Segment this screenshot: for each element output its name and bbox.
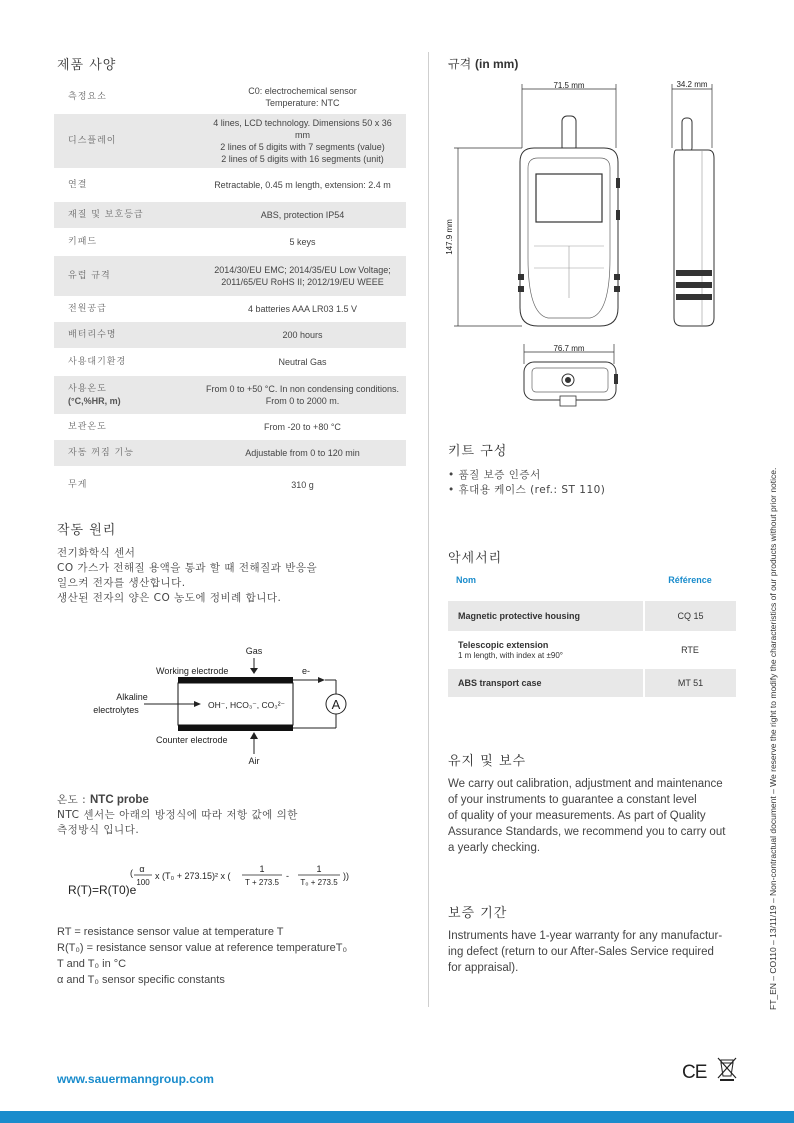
dimension-drawing (440, 78, 730, 418)
spec-value: 310 g (291, 480, 314, 490)
spec-label: 배터리수명 (54, 322, 199, 348)
accessory-ref: MT 51 (644, 669, 736, 697)
formula-100: 100 (136, 878, 150, 887)
spec-row (54, 168, 406, 202)
spec-row (54, 202, 406, 228)
principle-line: 전기화학식 센서 (57, 547, 136, 559)
dimensions-title-en: (in mm) (475, 57, 519, 71)
spec-value: Adjustable from 0 to 120 min (199, 440, 406, 466)
accessory-ref: CQ 15 (644, 601, 736, 631)
width-front-label: 71.5 mm (553, 81, 585, 90)
accessory-row (448, 669, 736, 697)
warranty-line: Instruments have 1-year warranty for any manufactur- (448, 930, 723, 942)
principle-text (57, 546, 397, 606)
spec-value: 200 hours (199, 322, 406, 348)
formula-one-b: 1 (316, 864, 322, 874)
accessory-name: Telescopic extension (458, 640, 549, 650)
footer-bar (0, 1111, 794, 1123)
website-link[interactable]: www.sauermanngroup.com (57, 1072, 214, 1086)
temperature-line: NTC 센서는 아래의 방정식에 따라 저항 값에 의한 (57, 809, 298, 821)
spec-value: 5 keys (289, 237, 316, 247)
kit-list (448, 468, 605, 498)
spec-label: 무게 (68, 480, 88, 490)
counter-electrode-label: Counter electrode (156, 735, 228, 745)
side-note: FT_EN – CO110 – 13/11/19 – Non-contractual document – We reserve the right to modify the characteristics of our products without prior notice. (768, 467, 778, 1010)
electrolytes-label: electrolytes (93, 705, 139, 715)
spec-row (54, 256, 406, 296)
accessory-row (448, 631, 736, 669)
warranty-text (448, 928, 738, 976)
spec-row (54, 228, 406, 256)
col-name-header: Nom (456, 575, 476, 585)
formula-legend (57, 924, 407, 988)
alkaline-label: Alkaline (116, 692, 148, 702)
accessory-name: Magnetic protective housing (448, 601, 644, 631)
spec-value: 2 lines of 5 digits with 16 segments (unit) (221, 154, 384, 164)
ce-mark: CE (682, 1062, 707, 1083)
maintenance-line: of your instruments to guarantee a constant level (448, 794, 697, 806)
gas-label: Gas (245, 646, 263, 656)
counter-electrode (178, 725, 293, 731)
principle-line: 일으켜 전자를 생산합니다. (57, 577, 186, 589)
spec-label: 사용온도 (68, 383, 107, 394)
electron-label: e- (302, 666, 311, 676)
temperature-title-bold: NTC probe (90, 794, 149, 806)
warranty-title: 보증 기간 (448, 906, 508, 921)
principle-line: 생산된 전자의 양은 CO 농도에 정비례 합니다. (57, 592, 282, 604)
spec-value: 4 batteries AAA LR03 1.5 V (247, 304, 358, 314)
spec-value: 2014/30/EU EMC; 2014/35/EU Low Voltage; (214, 265, 391, 275)
temperature-line: 측정방식 입니다. (57, 824, 140, 836)
depth-label: 34.2 mm (676, 80, 708, 89)
accessories-table (448, 569, 736, 697)
spec-label: 측정요소 (68, 92, 107, 102)
principle-line: CO 가스가 전해질 용액을 통과 할 때 전해질과 반응을 (57, 562, 318, 574)
spec-value: Temperature: NTC (265, 98, 340, 108)
maintenance-line: of quality of your measurements. As part of Quality (448, 810, 706, 822)
spec-row (54, 296, 406, 322)
principle-title: 작동 원리 (57, 523, 117, 538)
width-bottom-label: 76.7 mm (553, 344, 585, 353)
maintenance-text (448, 776, 738, 856)
spec-label: 키패드 (68, 237, 98, 247)
spec-label-unit: (°C,%HR, m) (68, 395, 121, 406)
spec-value: ABS, protection IP54 (199, 202, 406, 228)
formula-alpha: α (139, 864, 145, 874)
spec-row (54, 440, 406, 466)
sensor-diagram (80, 640, 380, 770)
warranty-line: ing defect (return to our After-Sales Service required (448, 946, 714, 958)
working-electrode-label: Working electrode (156, 666, 229, 676)
spec-value: From 0 to 2000 m. (265, 396, 340, 406)
spec-label: 유럽 규격 (54, 256, 199, 296)
accessory-row (448, 601, 736, 631)
gas-arrowhead (250, 668, 258, 674)
spec-row (54, 376, 406, 414)
legend-line: RT = resistance sensor value at temperature T (57, 926, 284, 938)
temperature-title: 온도 : (57, 794, 90, 806)
spec-label: 디스플레이 (54, 114, 199, 168)
spec-row (54, 322, 406, 348)
accessories-title: 악세서리 (448, 551, 503, 566)
spec-row (54, 414, 406, 440)
height-label: 147.9 mm (445, 219, 454, 255)
formula-minus: - (286, 871, 289, 881)
accessory-sub: 1 m length, with index at ±90° (458, 651, 563, 660)
spec-row (54, 114, 406, 168)
spec-row (54, 80, 406, 114)
spec-value: From -20 to +80 °C (264, 422, 341, 432)
maintenance-title: 유지 및 보수 (448, 754, 527, 769)
kit-item: • 품질 보증 인증서 (448, 469, 541, 481)
spec-value: C0: electrochemical sensor (248, 86, 357, 96)
ntc-formula (66, 862, 366, 902)
spec-row (54, 348, 406, 376)
probe-front (562, 116, 576, 152)
maintenance-line: We carry out calibration, adjustment and maintenance (448, 778, 723, 790)
spec-value: From 0 to +50 °C. In non condensing conditions. (206, 384, 399, 394)
weee-bin-icon (716, 1056, 738, 1082)
spec-value: Retractable, 0.45 m length, extension: 2.4 m (214, 180, 391, 190)
air-arrowhead (250, 732, 258, 739)
formula-close: )) (343, 871, 349, 881)
column-divider (428, 52, 429, 1007)
spec-row (54, 466, 406, 504)
formula-mid: x (T₀ + 273.15)² x ( (155, 871, 231, 881)
maintenance-line: a yearly checking. (448, 842, 541, 854)
device-screen (536, 174, 602, 222)
legend-line: T and T₀ in °C (57, 958, 127, 970)
svg-text:(: ( (130, 868, 133, 878)
warranty-line: for appraisal). (448, 962, 519, 974)
spec-value: 2 lines of 5 digits with 7 segments (value) (220, 142, 385, 152)
accessories-header (448, 569, 736, 591)
spec-value: 2011/65/EU RoHS II; 2012/19/EU WEEE (221, 277, 384, 287)
spec-label: 연결 (68, 180, 88, 190)
formula-den-b: T₀ + 273.5 (300, 878, 338, 887)
specs-title: 제품 사양 (57, 58, 117, 73)
formula-one-a: 1 (259, 864, 265, 874)
legend-line: α and T₀ sensor specific constants (57, 974, 225, 986)
dimensions-title-ko: 규격 (448, 57, 475, 71)
maintenance-line: Assurance Standards, we recommend you to carry out (448, 826, 726, 838)
spec-label: 자동 꺼짐 기능 (54, 440, 199, 466)
spec-label: 전원공급 (68, 304, 107, 314)
spec-value: Neutral Gas (278, 357, 327, 367)
spec-label: 사용대기환경 (68, 357, 127, 367)
probe-side (682, 118, 692, 152)
col-ref-header: Référence (668, 575, 712, 585)
kit-item: • 휴대용 케이스 (ref.: ST 110) (448, 484, 606, 496)
spec-label: 재질 및 보호등급 (54, 202, 199, 228)
accessory-ref: RTE (681, 645, 699, 655)
spec-value: 4 lines, LCD technology. Dimensions 50 x 36 mm (213, 118, 392, 140)
dimensions-title (448, 55, 518, 72)
electron-arrowhead (318, 677, 325, 683)
formula-lhs: R(T)=R(T0)e (68, 883, 137, 897)
spec-label: 보관온도 (68, 422, 107, 432)
temperature-section (57, 793, 397, 838)
ions-label: OH⁻, HCO₃⁻, CO₃²⁻ (208, 700, 286, 710)
accessory-name: ABS transport case (448, 669, 644, 697)
working-electrode (178, 677, 293, 683)
legend-line: R(T₀) = resistance sensor value at reference temperatureT₀ (57, 942, 348, 954)
kit-title: 키트 구성 (448, 444, 508, 459)
formula-den-a: T + 273.5 (245, 878, 279, 887)
ammeter-label: A (331, 697, 341, 712)
specs-table (54, 80, 406, 504)
air-label: Air (248, 756, 260, 766)
